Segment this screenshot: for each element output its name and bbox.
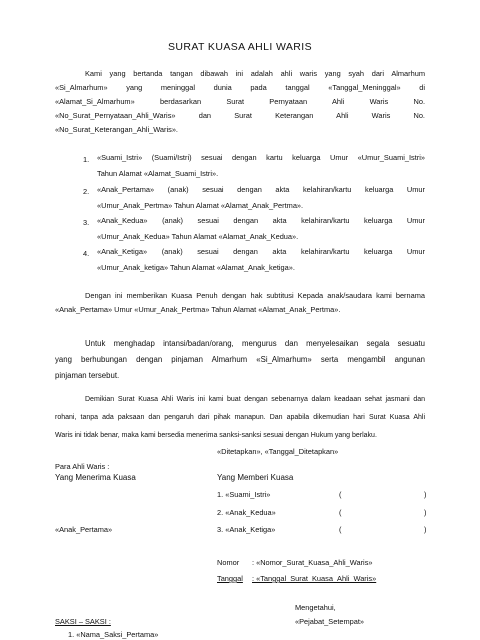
- heir-item: [97, 214, 425, 244]
- giver-name: 2. «Anak_Kedua»: [217, 508, 276, 517]
- tanggal-value: : «Tanggal_Surat_Kuasa_Ahli_Waris»: [252, 574, 377, 583]
- mengetahui-label: Mengetahui,: [295, 603, 336, 612]
- intro-line: «No_Surat_Pernyataan_Ahli_Waris» dan Surat Keterangan Ahli Waris No.: [55, 111, 425, 120]
- closing-line: Waris ini tidak benar, maka kami bersedia menerima sanksi-sanksi sesuai dengan Hukum yang berlaku.: [55, 432, 377, 439]
- signature-paren-close: ): [424, 490, 427, 499]
- intro-line: «Si_Almarhum» yang meninggal dunia pada tanggal «Tanggal_Meninggal» di: [55, 83, 425, 92]
- purpose-line: Untuk menghadap intansi/badan/orang, mengurus dan menyelesaikan segala sesuatu: [85, 339, 425, 348]
- intro-line: Kami yang bertanda tangan dibawah ini adalah ahli waris yang syah dari Almarhum: [85, 69, 425, 78]
- nomor-value: : «Nomor_Surat_Kuasa_Ahli_Waris»: [252, 558, 373, 567]
- heir-line: «Umur_Anak_Pertma» Tahun Alamat «Alamat_Anak_Pertma».: [97, 201, 304, 210]
- place-date: «Ditetapkan», «Tanggal_Ditetapkan»: [217, 447, 339, 456]
- intro-line: «No_Surat_Keterangan_Ahli_Waris».: [55, 125, 178, 134]
- heir-item: [97, 151, 425, 181]
- heir-line: «Suami_Istri» (Suami/Istri) sesuai dengan kartu keluarga Umur «Umur_Suami_Istri»: [97, 153, 425, 162]
- purpose-paragraph: [55, 336, 425, 384]
- grant-line: «Anak_Pertama» Umur «Umur_Anak_Pertma» Tahun Alamat «Alamat_Anak_Pertma».: [55, 305, 341, 314]
- tanggal-label: Tanggal: [217, 574, 243, 583]
- grant-line: Dengan ini memberikan Kuasa Penuh dengan hak subtitusi Kepada anak/saudara kami bernama: [85, 291, 425, 300]
- heir-line: «Umur_Anak_ketiga» Tahun Alamat «Alamat_Anak_ketiga».: [97, 263, 295, 272]
- giver-name: 3. «Anak_Ketiga»: [217, 525, 276, 534]
- purpose-line: pinjaman tersebut.: [55, 371, 120, 380]
- closing-paragraph: [55, 391, 425, 445]
- purpose-line: yang berhubungan dengan pinjaman Almarhum «Si_Almarhum» serta mengambil angunan: [55, 355, 425, 364]
- heir-item: [97, 245, 425, 275]
- giver-name: 1. «Suami_Istri»: [217, 490, 271, 499]
- official-placeholder: «Pejabat_Setempat»: [295, 617, 365, 626]
- heir-line: «Anak_Ketiga» (anak) sesuai dengan akta kelahiran/kartu keluarga Umur: [97, 247, 425, 256]
- grant-paragraph: [55, 289, 425, 317]
- signature-paren-close: ): [424, 508, 427, 517]
- heir-item: [97, 183, 425, 213]
- document-title: SURAT KUASA AHLI WARIS: [168, 41, 312, 53]
- heirs-label: Para Ahli Waris :: [55, 462, 110, 471]
- signature-paren-close: ): [424, 525, 427, 534]
- receiver-label: Yang Menerima Kuasa: [55, 473, 136, 482]
- heir-number: 1.: [83, 155, 90, 164]
- signature-paren-open: (: [339, 525, 342, 534]
- giver-label: Yang Memberi Kuasa: [217, 473, 294, 482]
- closing-line: rohani, tanpa ada paksaan dan pengaruh dari pihak manapun. Dan apabila dikemudian hari Surat Kuasa Ahli: [55, 414, 425, 421]
- receiver-name: «Anak_Pertama»: [55, 525, 113, 534]
- signature-paren-open: (: [339, 508, 342, 517]
- nomor-label: Nomor: [217, 558, 240, 567]
- heir-line: «Anak_Pertama» (anak) sesuai dengan akta kelahiran/kartu keluarga Umur: [97, 185, 425, 194]
- heir-number: 2.: [83, 187, 90, 196]
- heir-line: «Anak_Kedua» (anak) sesuai dengan akta kelahiran/kartu keluarga Umur: [97, 216, 425, 225]
- witness-item: 1. «Nama_Saksi_Pertama»: [68, 630, 159, 639]
- heir-number: 4.: [83, 249, 90, 258]
- heir-line: «Umur_Anak_Kedua» Tahun Alamat «Alamat_Anak_Kedua».: [97, 232, 299, 241]
- intro-line: «Alamat_Si_Almarhum» berdasarkan Surat Pernyataan Ahli Waris No.: [55, 97, 425, 106]
- heir-number: 3.: [83, 218, 90, 227]
- intro-paragraph: [55, 67, 425, 137]
- heir-line: Tahun Alamat «Alamat_Suami_Istri».: [97, 169, 219, 178]
- closing-line: Demikian Surat Kuasa Ahli Waris ini kami buat dengan sebenarnya dalam keadaan sehat jasmani dan: [85, 396, 425, 403]
- signature-paren-open: (: [339, 490, 342, 499]
- witness-heading: SAKSI – SAKSI :: [55, 617, 111, 626]
